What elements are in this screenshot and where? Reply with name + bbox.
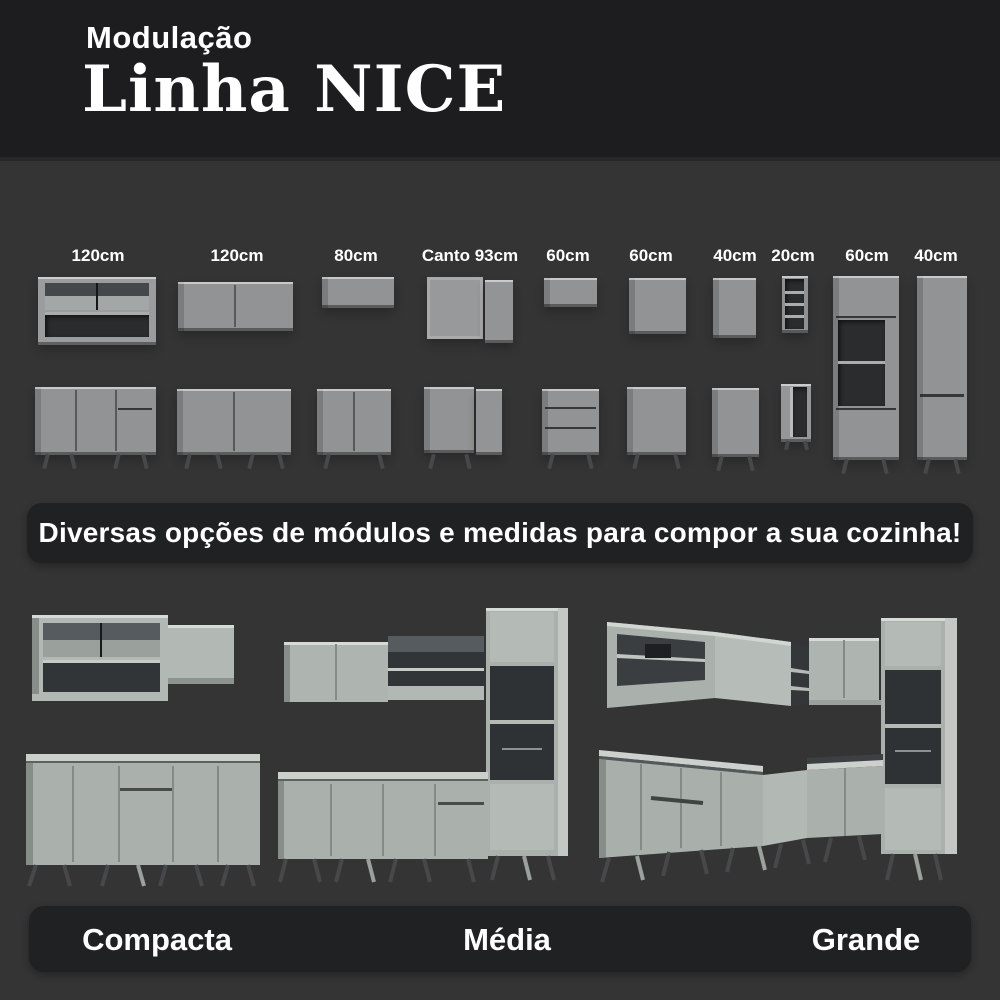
module-size-label: 80cm xyxy=(334,246,378,265)
grande-base-cabinets xyxy=(599,750,883,882)
module-wall-120 xyxy=(178,282,293,331)
module-size-label: 60cm xyxy=(845,246,889,265)
media-base-cabinets xyxy=(278,772,488,882)
kitchen-grande-illustration xyxy=(593,592,990,892)
module-base-60-drawers xyxy=(542,389,599,455)
poster-title: Linha NICE xyxy=(82,52,507,127)
module-wall-120-glass xyxy=(38,277,156,345)
module-tall-40 xyxy=(917,276,967,460)
module-base-40 xyxy=(712,388,759,457)
module-base-120 xyxy=(177,389,291,455)
poster-kicker: Modulação xyxy=(86,20,253,55)
module-tower-60 xyxy=(833,276,899,460)
module-wall-40 xyxy=(713,278,756,338)
media-tall-cabinet xyxy=(486,608,568,880)
kitchen-label-compacta: Compacta xyxy=(82,922,232,957)
kitchen-label-grande: Grande xyxy=(811,922,921,957)
kitchen-media-illustration xyxy=(272,594,594,886)
module-base-120-drawer xyxy=(35,387,156,455)
grande-wall-cabinets xyxy=(607,622,895,708)
band-seam xyxy=(0,157,1000,161)
module-base-canto-93 xyxy=(424,387,504,457)
module-wall-80 xyxy=(322,277,394,308)
module-size-label: 120cm xyxy=(210,246,264,265)
banner-text: Diversas opções de módulos e medidas para compor a sua cozinha! xyxy=(38,517,962,548)
module-wall-60 xyxy=(629,278,686,334)
module-base-80 xyxy=(317,389,391,455)
grande-tall-cabinet xyxy=(881,618,957,880)
module-base-20-open xyxy=(781,384,811,442)
kitchen-compacta-illustration xyxy=(20,598,265,888)
compacta-base-cabinets xyxy=(26,754,260,886)
compacta-wall-cabinets xyxy=(32,615,234,701)
module-base-60 xyxy=(627,387,686,455)
module-wall-60-low xyxy=(544,278,597,307)
kitchen-label-media: Média xyxy=(463,922,551,957)
media-wall-cabinets xyxy=(284,636,484,702)
banner xyxy=(27,503,973,563)
module-size-label: 120cm xyxy=(71,246,125,265)
module-size-label: 20cm xyxy=(771,246,815,265)
module-size-label: 40cm xyxy=(914,246,958,265)
module-size-label: Canto 93cm xyxy=(421,246,519,265)
module-size-label: 60cm xyxy=(546,246,590,265)
module-size-label: 40cm xyxy=(713,246,757,265)
module-wall-canto-93 xyxy=(427,277,513,345)
module-size-label: 60cm xyxy=(629,246,673,265)
module-wall-20-shelf xyxy=(782,276,808,333)
